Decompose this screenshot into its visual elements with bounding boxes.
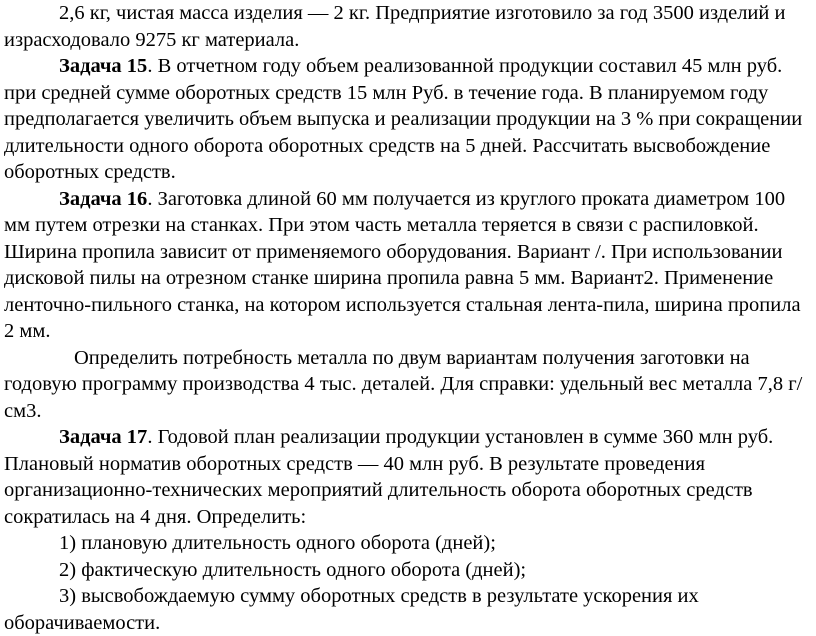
paragraph-intro: 2,6 кг, чистая масса изделия — 2 кг. Предприятие изготовило за год 3500 изделий и израсходовало 9275 кг материала.: [4, 2, 786, 51]
task-16-question: Определить потребность металла по двум вариантам получения заготовки на годовую программу производства 4 тыс. деталей. Для справки: удельный вес металла 7,8 г/см3.: [4, 346, 803, 422]
task-15: [4, 53, 804, 186]
task-15-label: Задача 15: [59, 55, 148, 77]
task-17-item-3: 3) высвобождаемую сумму оборотных средств в результате ускорения их оборачиваемости.: [4, 585, 699, 634]
task-17-item-1: 1) плановую длительность одного оборота (дней);: [59, 532, 496, 554]
task-17-label: Задача 17: [59, 426, 148, 448]
task-17-text: . Годовой план реализации продукции установлен в сумме 360 млн руб. Плановый норматив оборотных средств — 40 млн руб. В результате проведения организационно-технических мероприятий длительность оборота оборотных средств сократилась на 4 дня. Определить:: [4, 426, 774, 528]
task-17: [4, 424, 804, 530]
task-15-text: . В отчетном году объем реализованной продукции составил 45 млн руб. при средней сумме оборотных средств 15 млн Руб. в течение года. В планируемом году предполагается увеличить объем выпуска и реализации продукции на 3 % при сокращении длительности одного оборота оборотных средств на 5 дней. Рассчитать высвобождение оборотных средств.: [4, 55, 803, 183]
task-16-label: Задача 16: [59, 187, 148, 210]
task-16-text: . Заготовка длиной 60 мм получается из круглого проката диаметром 100 мм путем отрезки на станках. При этом часть металла теряется в связи с распиловкой. Ширина пропила зависит от применяемого оборудования. Вариант /. При использовании дисковой пилы на отрезном станке ширина пропила равна 5 мм. Вариант2. Применение ленточно-пильного станка, на котором используется стальная лента-пила, ширина пропила 2 мм.: [4, 187, 801, 342]
task-16: [4, 186, 804, 345]
task-17-item-2: 2) фактическую длительность одного оборота (дней);: [59, 558, 527, 581]
